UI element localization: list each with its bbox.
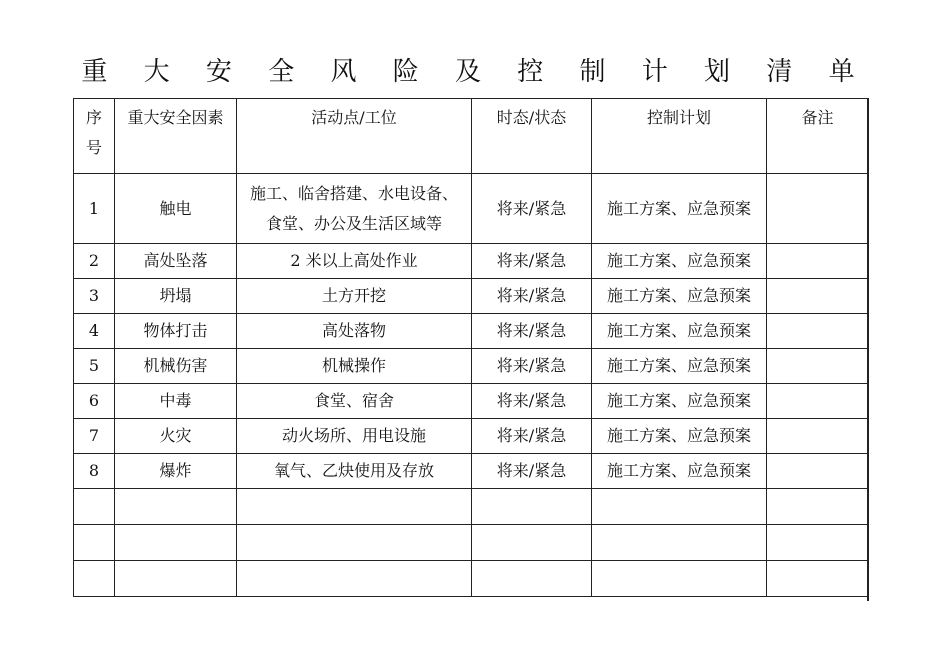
- cell-plan: 施工方案、应急预案: [592, 244, 767, 279]
- table-outer-border: [867, 98, 869, 601]
- header-seq: [74, 99, 115, 174]
- cell-plan: 施工方案、应急预案: [592, 314, 767, 349]
- cell-empty: [237, 489, 472, 525]
- cell-note: [767, 174, 869, 244]
- cell-state: 将来/紧急: [472, 349, 592, 384]
- cell-empty: [74, 561, 115, 597]
- table-row: [74, 244, 869, 279]
- cell-note: [767, 314, 869, 349]
- cell-note: [767, 454, 869, 489]
- cell-empty: [237, 525, 472, 561]
- table-row-empty: [74, 489, 869, 525]
- cell-empty: [767, 489, 869, 525]
- cell-factor: 物体打击: [115, 314, 237, 349]
- cell-state: 将来/紧急: [472, 244, 592, 279]
- cell-seq: 5: [74, 349, 115, 384]
- cell-factor: 触电: [115, 174, 237, 244]
- cell-note: [767, 419, 869, 454]
- cell-activity: 氧气、乙炔使用及存放: [237, 454, 472, 489]
- cell-empty: [237, 561, 472, 597]
- cell-empty: [767, 525, 869, 561]
- table-row: [74, 384, 869, 419]
- cell-plan: 施工方案、应急预案: [592, 454, 767, 489]
- cell-empty: [592, 525, 767, 561]
- header-factor: 重大安全因素: [115, 99, 237, 174]
- cell-plan: 施工方案、应急预案: [592, 174, 767, 244]
- table-row-empty: [74, 525, 869, 561]
- cell-activity-line2: 食堂、办公及生活区域等: [265, 213, 442, 233]
- table-header-row: [74, 99, 869, 174]
- cell-empty: [472, 525, 592, 561]
- cell-state: 将来/紧急: [472, 419, 592, 454]
- cell-state: 将来/紧急: [472, 454, 592, 489]
- header-note: 备注: [767, 99, 869, 174]
- cell-empty: [472, 489, 592, 525]
- cell-seq: 2: [74, 244, 115, 279]
- header-activity: 活动点/工位: [237, 99, 472, 174]
- table-row: [74, 419, 869, 454]
- cell-empty: [592, 561, 767, 597]
- cell-note: [767, 244, 869, 279]
- table-row-empty: [74, 561, 869, 597]
- cell-state: 将来/紧急: [472, 279, 592, 314]
- cell-activity: 食堂、宿舍: [237, 384, 472, 419]
- cell-state: 将来/紧急: [472, 384, 592, 419]
- cell-plan: 施工方案、应急预案: [592, 419, 767, 454]
- cell-activity: 土方开挖: [237, 279, 472, 314]
- cell-factor: 机械伤害: [115, 349, 237, 384]
- page-title: 重 大 安 全 风 险 及 控 制 计 划 清 单: [81, 57, 869, 87]
- cell-activity: 机械操作: [237, 349, 472, 384]
- cell-note: [767, 384, 869, 419]
- cell-empty: [74, 489, 115, 525]
- cell-factor: 爆炸: [115, 454, 237, 489]
- cell-empty: [115, 525, 237, 561]
- cell-factor: 高处坠落: [115, 244, 237, 279]
- cell-empty: [74, 525, 115, 561]
- cell-activity: [237, 174, 472, 244]
- cell-empty: [767, 561, 869, 597]
- table-row: [74, 314, 869, 349]
- cell-empty: [592, 489, 767, 525]
- table-row: [74, 454, 869, 489]
- header-state: 时态/状态: [472, 99, 592, 174]
- cell-empty: [115, 489, 237, 525]
- cell-note: [767, 279, 869, 314]
- risk-control-table: [73, 98, 869, 597]
- cell-seq: 6: [74, 384, 115, 419]
- header-plan: 控制计划: [592, 99, 767, 174]
- header-seq-line1: 序: [85, 108, 102, 127]
- cell-seq: 3: [74, 279, 115, 314]
- cell-seq: 7: [74, 419, 115, 454]
- cell-empty: [472, 561, 592, 597]
- cell-seq: 8: [74, 454, 115, 489]
- cell-plan: 施工方案、应急预案: [592, 279, 767, 314]
- cell-activity: 动火场所、用电设施: [237, 419, 472, 454]
- cell-plan: 施工方案、应急预案: [592, 384, 767, 419]
- cell-note: [767, 349, 869, 384]
- cell-seq: 1: [74, 174, 115, 244]
- cell-factor: 火灾: [115, 419, 237, 454]
- cell-activity-line1: 施工、临舍搭建、水电设备、: [249, 183, 458, 203]
- table-row: [74, 174, 869, 244]
- table-row: [74, 349, 869, 384]
- table-row: [74, 279, 869, 314]
- cell-state: 将来/紧急: [472, 314, 592, 349]
- cell-plan: 施工方案、应急预案: [592, 349, 767, 384]
- header-seq-line2: 号: [85, 138, 102, 157]
- cell-empty: [115, 561, 237, 597]
- cell-state: 将来/紧急: [472, 174, 592, 244]
- cell-activity: 2 米以上高处作业: [237, 244, 472, 279]
- cell-factor: 中毒: [115, 384, 237, 419]
- cell-seq: 4: [74, 314, 115, 349]
- cell-activity: 高处落物: [237, 314, 472, 349]
- cell-factor: 坍塌: [115, 279, 237, 314]
